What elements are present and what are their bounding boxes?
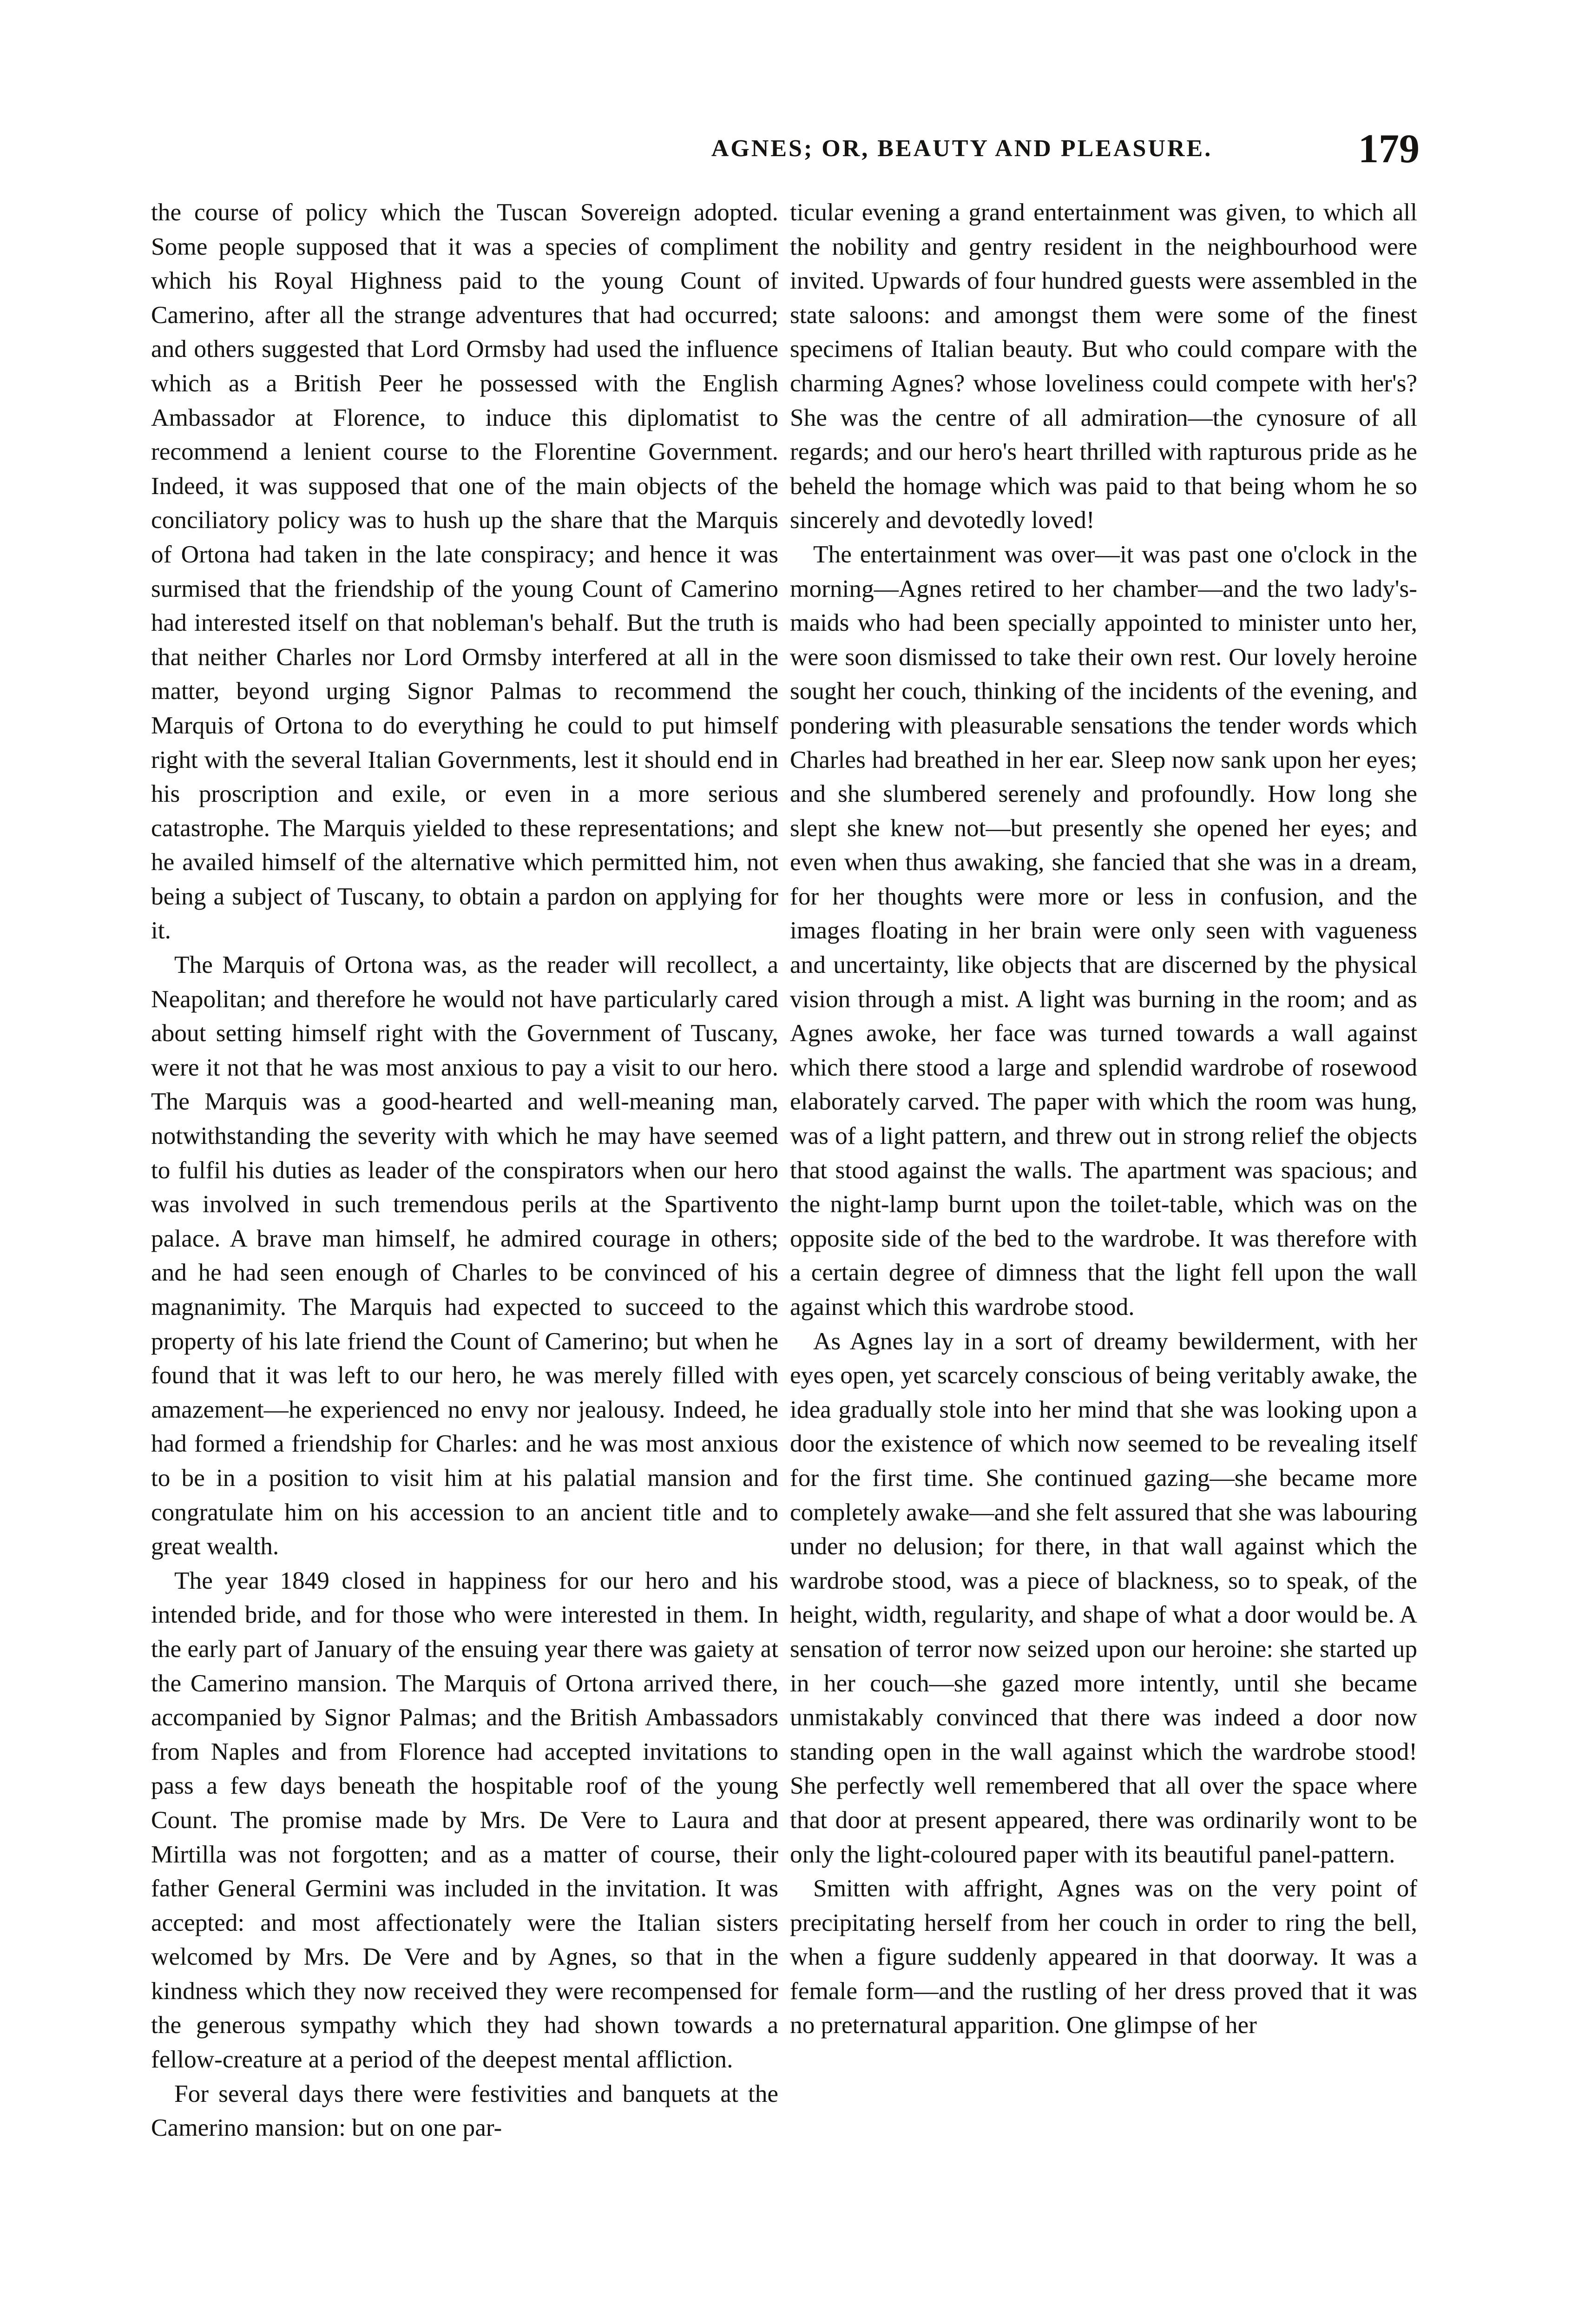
right-column: [790, 195, 1417, 2042]
paragraph: For several days there were festivities and banquets at the Camerino mansion: but on one par-: [151, 2080, 778, 2142]
paragraph: As Agnes lay in a sort of dreamy bewilderment, with her eyes open, yet scarcely conscious of being veritably awake, the idea gradually stole into her mind that she was looking upon a door the existence of which now seemed to be revealing itself for the first time. She continued gazing—she became more completely awake—and she felt assured that she was labouring under no delusion; for there, in that wall against which the wardrobe stood, was a piece of blackness, so to speak, of the height, width, regularity, and shape of what a door would be. A sensation of terror now seized upon our heroine: she started up in her couch—she gazed more intently, until she became unmistakably convinced that there was indeed a door now standing open in the wall against which the wardrobe stood! She perfectly well remembered that all over the space where that door at present appeared, there was ordinarily wont to be only the light-coloured paper with its beautiful panel-pattern.: [790, 1327, 1417, 1868]
running-title: AGNES; OR, BEAUTY AND PLEASURE.: [711, 135, 1213, 162]
left-column: [151, 195, 778, 2145]
paragraph: the course of policy which the Tuscan Sovereign adopted. Some people supposed that it was a species of compliment which his Royal Highness paid to the young Count of Camerino, after all the strange adventures that had occurred; and others suggested that Lord Ormsby had used the influence which as a British Peer he possessed with the English Ambassador at Florence, to induce this diplomatist to recommend a lenient course to the Florentine Government. Indeed, it was supposed that one of the main objects of the conciliatory policy was to hush up the share that the Marquis of Ortona had taken in the late conspiracy; and hence it was surmised that the friendship of the young Count of Camerino had interested itself on that nobleman's behalf. But the truth is that neither Charles nor Lord Ormsby interfered at all in the matter, beyond urging Signor Palmas to recommend the Marquis of Ortona to do everything he could to put himself right with the several Italian Governments, lest it should end in his proscription and exile, or even in a more serious catastrophe. The Marquis yielded to these representations; and he availed himself of the alternative which permitted him, not being a subject of Tuscany, to obtain a pardon on applying for it.: [151, 198, 778, 944]
paragraph: The year 1849 closed in happiness for our hero and his intended bride, and for those who were interested in them. In the early part of January of the ensuing year there was gaiety at the Camerino mansion. The Marquis of Ortona arrived there, accompanied by Signor Palmas; and the British Ambassadors from Naples and from Florence had accepted invitations to pass a few days beneath the hospitable roof of the young Count. The promise made by Mrs. De Vere to Laura and Mirtilla was not forgotten; and as a matter of course, their father General Germini was included in the invitation. It was accepted: and most affectionately were the Italian sisters welcomed by Mrs. De Vere and by Agnes, so that in the kindness which they now received they were recompensed for the generous sympathy which they had shown towards a fellow-creature at a period of the deepest mental affliction.: [151, 1566, 778, 2073]
paragraph: The Marquis of Ortona was, as the reader will recollect, a Neapolitan; and therefore he would not have particularly cared about setting himself right with the Government of Tuscany, were it not that he was most anxious to pay a visit to our hero. The Marquis was a good-hearted and well-meaning man, notwithstanding the severity with which he may have seemed to fulfil his duties as leader of the conspirators when our hero was involved in such tremendous perils at the Spartivento palace. A brave man himself, he admired courage in others; and he had seen enough of Charles to be convinced of his magnanimity. The Marquis had expected to succeed to the property of his late friend the Count of Camerino; but when he found that it was left to our hero, he was merely filled with amazement—he experienced no envy nor jealousy. Indeed, he had formed a friendship for Charles: and he was most anxious to be in a position to visit him at his palatial mansion and congratulate him on his accession to an ancient title and to great wealth.: [151, 951, 778, 1560]
paragraph: ticular evening a grand entertainment was given, to which all the nobility and gentry resident in the neighbourhood were invited. Upwards of four hundred guests were assembled in the state saloons: and amongst them were some of the finest specimens of Italian beauty. But who could compare with the charming Agnes? whose loveliness could compete with her's? She was the centre of all admiration—the cynosure of all regards; and our hero's heart thrilled with rapturous pride as he beheld the homage which was paid to that being whom he so sincerely and devotedly loved!: [790, 198, 1417, 534]
paragraph: Smitten with affright, Agnes was on the very point of precipitating herself from her couch in order to ring the bell, when a figure suddenly appeared in that doorway. It was a female form—and the rustling of her dress proved that it was no preternatural apparition. One glimpse of her: [790, 1875, 1417, 2039]
paragraph: The entertainment was over—it was past one o'clock in the morning—Agnes retired to her chamber—and the two lady's-maids who had been specially appointed to minister unto her, were soon dismissed to take their own rest. Our lovely heroine sought her couch, thinking of the incidents of the evening, and pondering with pleasurable sensations the tender words which Charles had breathed in her ear. Sleep now sank upon her eyes; and she slumbered serenely and profoundly. How long she slept she knew not—but presently she opened her eyes; and even when thus awaking, she fancied that she was in a dream, for her thoughts were more or less in confusion, and the images floating in her brain were only seen with vagueness and uncertainty, like objects that are discerned by the physical vision through a mist. A light was burning in the room; and as Agnes awoke, her face was turned towards a wall against which there stood a large and splendid wardrobe of rosewood elaborately carved. The paper with which the room was hung, was of a light pattern, and threw out in strong relief the objects that stood against the walls. The apartment was spacious; and the night-lamp burnt upon the toilet-table, which was on the opposite side of the bed to the wardrobe. It was therefore with a certain degree of dimness that the light fell upon the wall against which this wardrobe stood.: [790, 540, 1417, 1320]
page-number: 179: [1358, 126, 1420, 172]
